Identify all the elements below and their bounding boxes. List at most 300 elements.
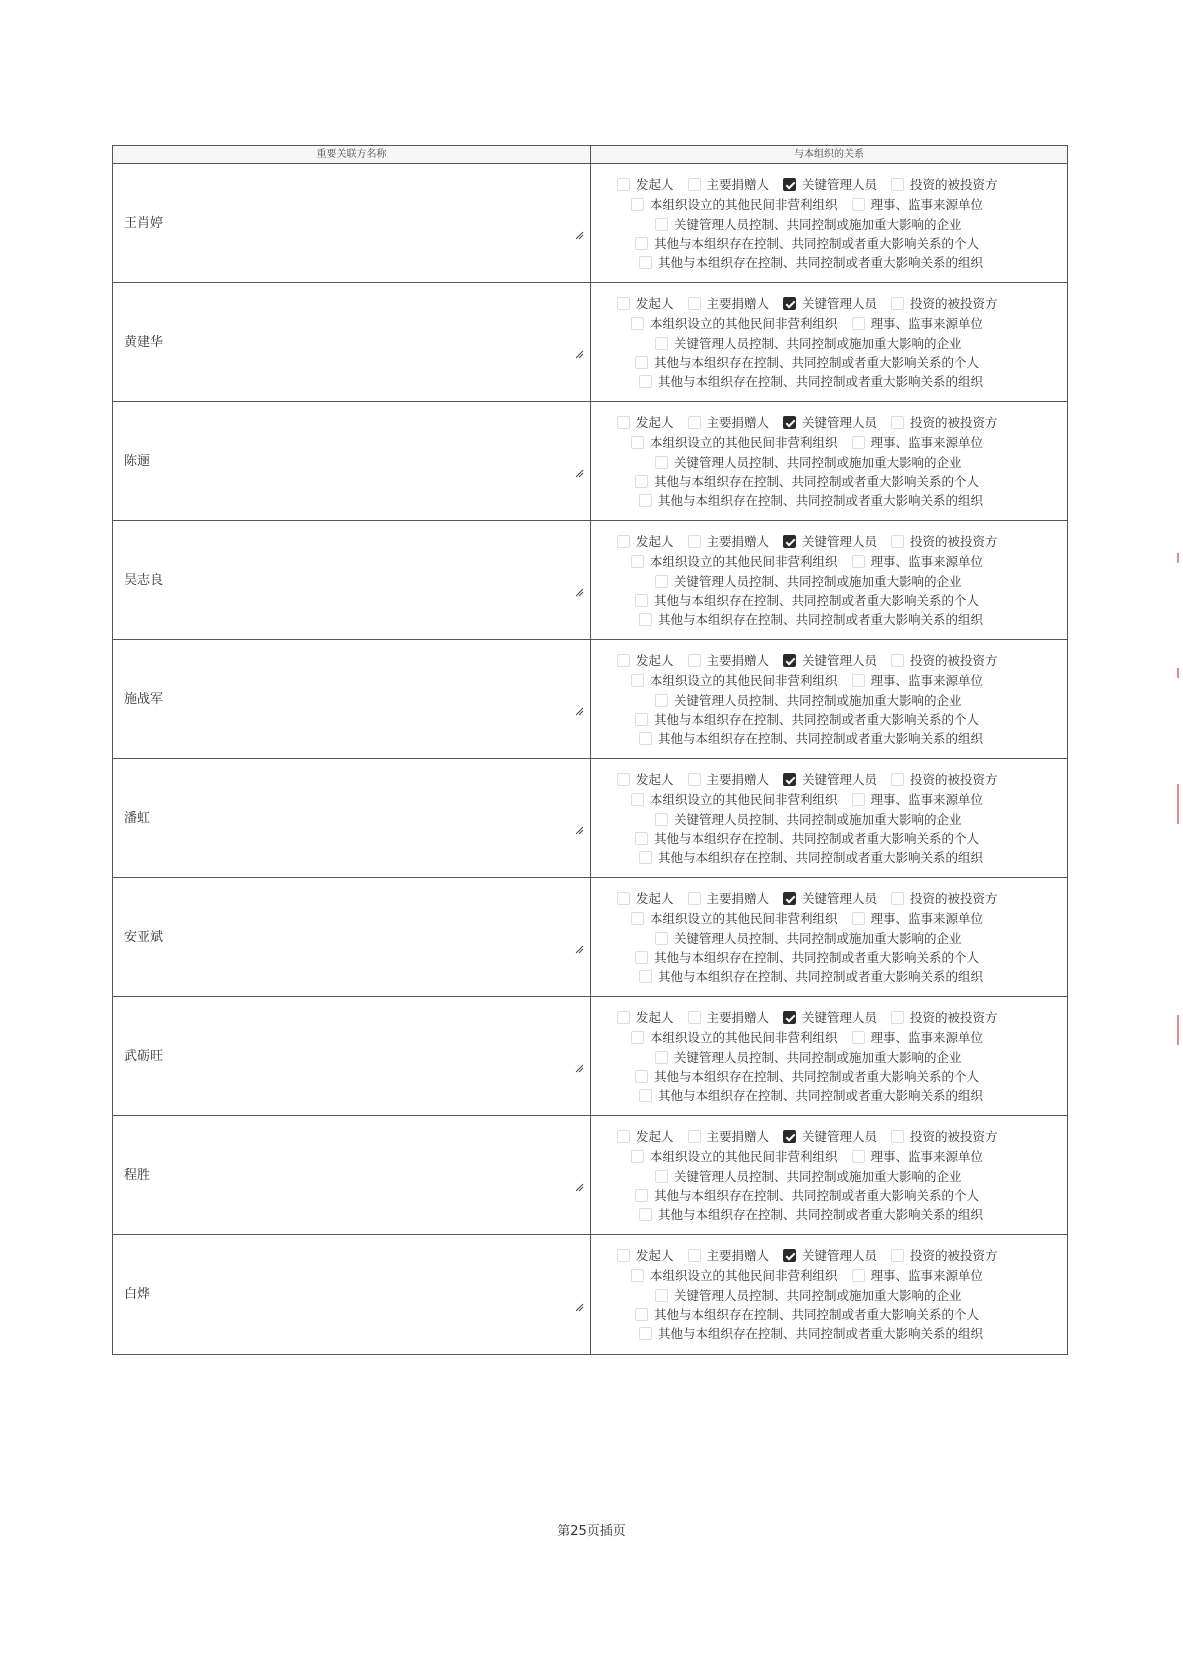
relation-option-founder[interactable] xyxy=(617,175,674,193)
relation-option-other-org[interactable] xyxy=(639,1086,983,1104)
checkbox-unchecked[interactable] xyxy=(655,337,668,350)
related-party-name: 程胜 xyxy=(124,1168,151,1183)
relation-option-label: 本组织设立的其他民间非营利组织 xyxy=(650,316,838,331)
relation-option-key-management[interactable] xyxy=(783,413,877,431)
relation-option-label: 关键管理人员控制、共同控制或施加重大影响的企业 xyxy=(674,693,962,708)
relation-option-major-donor[interactable] xyxy=(688,1008,770,1026)
relation-option-other-org[interactable] xyxy=(639,253,983,271)
relation-options-line xyxy=(635,353,993,371)
checkbox-unchecked[interactable] xyxy=(639,1089,652,1102)
relation-option-label: 投资的被投资方 xyxy=(910,1010,998,1025)
relation-option-key-management[interactable] xyxy=(783,889,877,907)
checkbox-unchecked[interactable] xyxy=(891,654,904,667)
relation-option-label: 理事、监事来源单位 xyxy=(870,911,984,926)
checkbox-unchecked[interactable] xyxy=(617,535,630,548)
checkbox-unchecked[interactable] xyxy=(688,178,701,191)
checkbox-unchecked[interactable] xyxy=(631,317,644,330)
table-row xyxy=(113,997,1067,1116)
relation-option-label: 理事、监事来源单位 xyxy=(870,316,984,331)
relation-option-other-person[interactable] xyxy=(635,234,979,252)
relation-option-other-npo[interactable] xyxy=(631,314,838,332)
relation-option-key-management[interactable] xyxy=(783,651,877,669)
relation-option-other-org[interactable] xyxy=(639,1205,983,1223)
relation-option-label: 投资的被投资方 xyxy=(910,534,998,549)
checkbox-unchecked[interactable] xyxy=(635,594,648,607)
relation-options-line xyxy=(655,215,976,233)
checkbox-unchecked[interactable] xyxy=(655,1051,668,1064)
related-party-name-cell[interactable] xyxy=(113,1116,591,1234)
related-party-name-cell[interactable] xyxy=(113,759,591,877)
relation-option-label: 其他与本组织存在控制、共同控制或者重大影响关系的个人 xyxy=(654,1069,980,1084)
relation-option-director-source[interactable] xyxy=(852,909,984,927)
checkbox-unchecked[interactable] xyxy=(688,297,701,310)
relation-option-controlled-enterprise[interactable] xyxy=(655,334,962,352)
relation-option-founder[interactable] xyxy=(617,294,674,312)
relation-option-label: 主要捐赠人 xyxy=(706,653,770,668)
checkbox-unchecked[interactable] xyxy=(639,970,652,983)
resize-handle-icon[interactable] xyxy=(575,945,584,954)
relation-option-label: 关键管理人员控制、共同控制或施加重大影响的企业 xyxy=(674,574,962,589)
relation-option-invested-party[interactable] xyxy=(891,770,998,788)
relation-option-label: 关键管理人员 xyxy=(802,772,878,787)
relation-option-other-person[interactable] xyxy=(635,829,979,847)
relation-options-line xyxy=(639,848,997,866)
relation-option-major-donor[interactable] xyxy=(688,1127,770,1145)
relation-option-founder[interactable] xyxy=(617,1008,674,1026)
checkbox-unchecked[interactable] xyxy=(617,892,630,905)
checkbox-unchecked[interactable] xyxy=(891,1011,904,1024)
table-row xyxy=(113,283,1067,402)
resize-handle-icon[interactable] xyxy=(575,707,584,716)
relation-option-label: 其他与本组织存在控制、共同控制或者重大影响关系的组织 xyxy=(658,1326,984,1341)
relation-options-line xyxy=(655,929,976,947)
table-row xyxy=(113,164,1067,283)
relation-option-label: 关键管理人员 xyxy=(802,891,878,906)
checkbox-checked[interactable] xyxy=(783,654,796,667)
relation-option-other-npo[interactable] xyxy=(631,671,838,689)
scan-edge-mark xyxy=(1177,668,1179,678)
relation-option-label: 本组织设立的其他民间非营利组织 xyxy=(650,197,838,212)
relationship-cell xyxy=(591,1116,1067,1234)
relation-option-other-npo[interactable] xyxy=(631,1147,838,1165)
relation-options-line xyxy=(639,729,997,747)
checkbox-unchecked[interactable] xyxy=(688,892,701,905)
resize-handle-icon[interactable] xyxy=(575,826,584,835)
checkbox-unchecked[interactable] xyxy=(852,793,865,806)
relation-option-other-org[interactable] xyxy=(639,372,983,390)
checkbox-unchecked[interactable] xyxy=(639,1208,652,1221)
checkbox-unchecked[interactable] xyxy=(852,555,865,568)
relation-option-invested-party[interactable] xyxy=(891,889,998,907)
relation-option-other-npo[interactable] xyxy=(631,195,838,213)
checkbox-checked[interactable] xyxy=(783,297,796,310)
relation-option-label: 其他与本组织存在控制、共同控制或者重大影响关系的个人 xyxy=(654,474,980,489)
relation-option-controlled-enterprise[interactable] xyxy=(655,1048,962,1066)
checkbox-unchecked[interactable] xyxy=(688,535,701,548)
related-party-name-cell[interactable] xyxy=(113,283,591,401)
relation-option-label: 本组织设立的其他民间非营利组织 xyxy=(650,673,838,688)
relation-option-label: 本组织设立的其他民间非营利组织 xyxy=(650,554,838,569)
relation-option-label: 其他与本组织存在控制、共同控制或者重大影响关系的个人 xyxy=(654,1188,980,1203)
header-related-party-name: 重要关联方名称 xyxy=(113,146,591,163)
checkbox-unchecked[interactable] xyxy=(617,1249,630,1262)
relation-options-line xyxy=(635,710,993,728)
related-party-name: 黄建华 xyxy=(124,335,164,350)
relation-options-line xyxy=(655,810,976,828)
relation-option-label: 其他与本组织存在控制、共同控制或者重大影响关系的组织 xyxy=(658,255,984,270)
relation-option-other-npo[interactable] xyxy=(631,552,838,570)
relation-option-invested-party[interactable] xyxy=(891,651,998,669)
checkbox-checked[interactable] xyxy=(783,178,796,191)
relation-option-director-source[interactable] xyxy=(852,790,984,808)
relation-option-label: 理事、监事来源单位 xyxy=(870,554,984,569)
related-party-name-cell[interactable] xyxy=(113,640,591,758)
relation-option-label: 发起人 xyxy=(636,296,674,311)
checkbox-unchecked[interactable] xyxy=(631,436,644,449)
relation-option-founder[interactable] xyxy=(617,1127,674,1145)
relation-options-line xyxy=(635,1067,993,1085)
relation-option-key-management[interactable] xyxy=(783,770,877,788)
relation-option-major-donor[interactable] xyxy=(688,651,770,669)
relation-option-other-person[interactable] xyxy=(635,472,979,490)
relation-option-label: 主要捐赠人 xyxy=(706,534,770,549)
relation-options-line xyxy=(635,948,993,966)
checkbox-unchecked[interactable] xyxy=(631,1150,644,1163)
checkbox-checked[interactable] xyxy=(783,1130,796,1143)
relation-option-label: 本组织设立的其他民间非营利组织 xyxy=(650,1030,838,1045)
relation-options-line xyxy=(617,889,1012,907)
relation-options-line xyxy=(617,770,1012,788)
checkbox-checked[interactable] xyxy=(783,892,796,905)
relation-option-label: 关键管理人员 xyxy=(802,653,878,668)
checkbox-unchecked[interactable] xyxy=(639,732,652,745)
relation-option-label: 本组织设立的其他民间非营利组织 xyxy=(650,435,838,450)
page-footer: 第25页插页 xyxy=(557,1524,626,1539)
related-party-name-cell[interactable] xyxy=(113,164,591,282)
checkbox-unchecked[interactable] xyxy=(631,793,644,806)
checkbox-unchecked[interactable] xyxy=(688,654,701,667)
checkbox-unchecked[interactable] xyxy=(655,694,668,707)
relation-option-other-org[interactable] xyxy=(639,967,983,985)
checkbox-checked[interactable] xyxy=(783,416,796,429)
relation-option-label: 关键管理人员控制、共同控制或施加重大影响的企业 xyxy=(674,1288,962,1303)
checkbox-unchecked[interactable] xyxy=(635,832,648,845)
relation-options-line xyxy=(635,234,993,252)
relation-option-label: 理事、监事来源单位 xyxy=(870,435,984,450)
relation-options-line xyxy=(639,491,997,509)
relation-option-controlled-enterprise[interactable] xyxy=(655,453,962,471)
relation-options-line xyxy=(639,1086,997,1104)
resize-handle-icon[interactable] xyxy=(575,469,584,478)
relation-options-line xyxy=(639,253,997,271)
relation-option-controlled-enterprise[interactable] xyxy=(655,572,962,590)
relation-option-other-person[interactable] xyxy=(635,1186,979,1204)
relation-options-line xyxy=(635,472,993,490)
checkbox-unchecked[interactable] xyxy=(688,773,701,786)
relation-option-key-management[interactable] xyxy=(783,175,877,193)
relation-option-controlled-enterprise[interactable] xyxy=(655,691,962,709)
related-party-name-cell[interactable] xyxy=(113,1235,591,1354)
relation-option-key-management[interactable] xyxy=(783,294,877,312)
relation-option-founder[interactable] xyxy=(617,413,674,431)
checkbox-checked[interactable] xyxy=(783,1011,796,1024)
relation-option-director-source[interactable] xyxy=(852,671,984,689)
relation-option-founder[interactable] xyxy=(617,770,674,788)
relation-option-invested-party[interactable] xyxy=(891,413,998,431)
relation-option-invested-party[interactable] xyxy=(891,1246,998,1264)
relation-option-other-npo[interactable] xyxy=(631,790,838,808)
related-party-name-cell[interactable] xyxy=(113,997,591,1115)
relation-option-director-source[interactable] xyxy=(852,552,984,570)
relation-option-label: 其他与本组织存在控制、共同控制或者重大影响关系的个人 xyxy=(654,950,980,965)
checkbox-unchecked[interactable] xyxy=(891,1130,904,1143)
checkbox-unchecked[interactable] xyxy=(635,1308,648,1321)
relation-option-director-source[interactable] xyxy=(852,433,984,451)
relation-option-key-management[interactable] xyxy=(783,1246,877,1264)
checkbox-unchecked[interactable] xyxy=(617,1011,630,1024)
relation-options-line xyxy=(631,909,997,927)
relation-options-line xyxy=(639,372,997,390)
relation-option-invested-party[interactable] xyxy=(891,1008,998,1026)
relation-option-label: 其他与本组织存在控制、共同控制或者重大影响关系的组织 xyxy=(658,612,984,627)
checkbox-unchecked[interactable] xyxy=(891,1249,904,1262)
relation-option-key-management[interactable] xyxy=(783,532,877,550)
checkbox-unchecked[interactable] xyxy=(688,1011,701,1024)
relation-option-label: 投资的被投资方 xyxy=(910,296,998,311)
resize-handle-icon[interactable] xyxy=(575,350,584,359)
relation-option-controlled-enterprise[interactable] xyxy=(655,1167,962,1185)
relation-option-controlled-enterprise[interactable] xyxy=(655,1286,962,1304)
relation-option-label: 关键管理人员 xyxy=(802,296,878,311)
checkbox-unchecked[interactable] xyxy=(639,613,652,626)
checkbox-unchecked[interactable] xyxy=(655,1170,668,1183)
relation-option-director-source[interactable] xyxy=(852,195,984,213)
checkbox-unchecked[interactable] xyxy=(688,1249,701,1262)
related-party-name-cell[interactable] xyxy=(113,521,591,639)
resize-handle-icon[interactable] xyxy=(575,231,584,240)
relation-option-other-org[interactable] xyxy=(639,1324,983,1342)
checkbox-unchecked[interactable] xyxy=(655,575,668,588)
checkbox-unchecked[interactable] xyxy=(891,773,904,786)
checkbox-unchecked[interactable] xyxy=(852,1031,865,1044)
relation-options-line xyxy=(631,552,997,570)
checkbox-unchecked[interactable] xyxy=(631,1031,644,1044)
checkbox-unchecked[interactable] xyxy=(655,218,668,231)
relation-option-other-org[interactable] xyxy=(639,610,983,628)
relation-option-other-npo[interactable] xyxy=(631,1266,838,1284)
relation-option-controlled-enterprise[interactable] xyxy=(655,929,962,947)
relation-option-invested-party[interactable] xyxy=(891,1127,998,1145)
relation-option-label: 关键管理人员控制、共同控制或施加重大影响的企业 xyxy=(674,455,962,470)
relation-option-label: 其他与本组织存在控制、共同控制或者重大影响关系的个人 xyxy=(654,355,980,370)
resize-handle-icon[interactable] xyxy=(575,1064,584,1073)
relation-options-line xyxy=(635,1186,993,1204)
scan-edge-mark xyxy=(1177,553,1179,563)
relation-option-major-donor[interactable] xyxy=(688,1246,770,1264)
relation-option-label: 关键管理人员控制、共同控制或施加重大影响的企业 xyxy=(674,812,962,827)
relationship-cell xyxy=(591,997,1067,1115)
relation-option-other-person[interactable] xyxy=(635,1305,979,1323)
relation-options-line xyxy=(631,314,997,332)
resize-handle-icon[interactable] xyxy=(575,588,584,597)
relation-option-major-donor[interactable] xyxy=(688,413,770,431)
relation-option-label: 本组织设立的其他民间非营利组织 xyxy=(650,1149,838,1164)
relation-option-other-org[interactable] xyxy=(639,729,983,747)
checkbox-unchecked[interactable] xyxy=(852,912,865,925)
relation-option-other-org[interactable] xyxy=(639,491,983,509)
checkbox-unchecked[interactable] xyxy=(635,1070,648,1083)
relation-option-other-person[interactable] xyxy=(635,353,979,371)
relation-option-controlled-enterprise[interactable] xyxy=(655,215,962,233)
relation-option-label: 发起人 xyxy=(636,653,674,668)
checkbox-unchecked[interactable] xyxy=(635,1189,648,1202)
relation-option-label: 主要捐赠人 xyxy=(706,891,770,906)
relation-option-label: 主要捐赠人 xyxy=(706,1248,770,1263)
checkbox-unchecked[interactable] xyxy=(688,1130,701,1143)
scan-edge-mark xyxy=(1177,784,1179,824)
relation-option-founder[interactable] xyxy=(617,651,674,669)
relation-option-controlled-enterprise[interactable] xyxy=(655,810,962,828)
relation-options-line xyxy=(631,433,997,451)
resize-handle-icon[interactable] xyxy=(575,1183,584,1192)
checkbox-unchecked[interactable] xyxy=(631,1269,644,1282)
table-body xyxy=(113,164,1067,1354)
related-party-name: 武砺旺 xyxy=(124,1049,164,1064)
relation-option-label: 其他与本组织存在控制、共同控制或者重大影响关系的组织 xyxy=(658,850,984,865)
checkbox-unchecked[interactable] xyxy=(617,773,630,786)
checkbox-unchecked[interactable] xyxy=(655,932,668,945)
checkbox-unchecked[interactable] xyxy=(639,851,652,864)
checkbox-checked[interactable] xyxy=(783,535,796,548)
checkbox-unchecked[interactable] xyxy=(635,237,648,250)
related-parties-table xyxy=(112,145,1068,1355)
checkbox-unchecked[interactable] xyxy=(852,1150,865,1163)
relation-option-director-source[interactable] xyxy=(852,1028,984,1046)
relation-option-other-person[interactable] xyxy=(635,591,979,609)
checkbox-unchecked[interactable] xyxy=(639,1327,652,1340)
relation-option-director-source[interactable] xyxy=(852,1266,984,1284)
relation-option-invested-party[interactable] xyxy=(891,532,998,550)
checkbox-unchecked[interactable] xyxy=(852,1269,865,1282)
checkbox-unchecked[interactable] xyxy=(617,416,630,429)
checkbox-unchecked[interactable] xyxy=(617,654,630,667)
relation-option-key-management[interactable] xyxy=(783,1008,877,1026)
relation-option-label: 本组织设立的其他民间非营利组织 xyxy=(650,1268,838,1283)
relation-option-label: 关键管理人员控制、共同控制或施加重大影响的企业 xyxy=(674,336,962,351)
relation-option-invested-party[interactable] xyxy=(891,175,998,193)
checkbox-checked[interactable] xyxy=(783,773,796,786)
relation-options-line xyxy=(655,1167,976,1185)
checkbox-unchecked[interactable] xyxy=(891,178,904,191)
relation-options-line xyxy=(617,413,1012,431)
checkbox-unchecked[interactable] xyxy=(631,674,644,687)
checkbox-unchecked[interactable] xyxy=(891,535,904,548)
relation-option-founder[interactable] xyxy=(617,889,674,907)
relation-options-line xyxy=(655,334,976,352)
relation-option-label: 本组织设立的其他民间非营利组织 xyxy=(650,792,838,807)
table-header-row xyxy=(113,146,1067,164)
checkbox-unchecked[interactable] xyxy=(639,256,652,269)
relation-option-major-donor[interactable] xyxy=(688,175,770,193)
checkbox-unchecked[interactable] xyxy=(617,178,630,191)
relation-option-other-person[interactable] xyxy=(635,1067,979,1085)
relation-option-label: 关键管理人员 xyxy=(802,1248,878,1263)
relation-option-other-org[interactable] xyxy=(639,848,983,866)
checkbox-unchecked[interactable] xyxy=(617,297,630,310)
relation-option-other-person[interactable] xyxy=(635,948,979,966)
relation-option-label: 其他与本组织存在控制、共同控制或者重大影响关系的组织 xyxy=(658,374,984,389)
related-party-name: 安亚斌 xyxy=(124,930,164,945)
relation-option-label: 投资的被投资方 xyxy=(910,891,998,906)
resize-handle-icon[interactable] xyxy=(575,1303,584,1312)
relation-option-major-donor[interactable] xyxy=(688,770,770,788)
checkbox-unchecked[interactable] xyxy=(631,198,644,211)
relation-option-label: 发起人 xyxy=(636,1129,674,1144)
related-party-name-cell[interactable] xyxy=(113,402,591,520)
checkbox-unchecked[interactable] xyxy=(639,494,652,507)
relation-option-key-management[interactable] xyxy=(783,1127,877,1145)
relation-option-founder[interactable] xyxy=(617,532,674,550)
checkbox-unchecked[interactable] xyxy=(631,555,644,568)
relation-option-major-donor[interactable] xyxy=(688,532,770,550)
checkbox-unchecked[interactable] xyxy=(852,198,865,211)
relation-option-other-person[interactable] xyxy=(635,710,979,728)
checkbox-checked[interactable] xyxy=(783,1249,796,1262)
relation-options-line xyxy=(639,1205,997,1223)
checkbox-unchecked[interactable] xyxy=(635,713,648,726)
relation-option-label: 投资的被投资方 xyxy=(910,772,998,787)
relation-option-label: 关键管理人员控制、共同控制或施加重大影响的企业 xyxy=(674,217,962,232)
table-row xyxy=(113,759,1067,878)
checkbox-unchecked[interactable] xyxy=(852,317,865,330)
relation-option-label: 其他与本组织存在控制、共同控制或者重大影响关系的个人 xyxy=(654,831,980,846)
relation-option-founder[interactable] xyxy=(617,1246,674,1264)
checkbox-unchecked[interactable] xyxy=(891,892,904,905)
checkbox-unchecked[interactable] xyxy=(655,456,668,469)
checkbox-unchecked[interactable] xyxy=(635,475,648,488)
relation-options-line xyxy=(631,1028,997,1046)
relation-option-label: 其他与本组织存在控制、共同控制或者重大影响关系的组织 xyxy=(658,493,984,508)
checkbox-unchecked[interactable] xyxy=(891,297,904,310)
relation-option-invested-party[interactable] xyxy=(891,294,998,312)
checkbox-unchecked[interactable] xyxy=(639,375,652,388)
relation-option-director-source[interactable] xyxy=(852,1147,984,1165)
table-row xyxy=(113,402,1067,521)
relation-option-label: 发起人 xyxy=(636,891,674,906)
checkbox-unchecked[interactable] xyxy=(852,436,865,449)
relation-option-label: 关键管理人员 xyxy=(802,534,878,549)
checkbox-unchecked[interactable] xyxy=(635,951,648,964)
relation-option-other-npo[interactable] xyxy=(631,433,838,451)
checkbox-unchecked[interactable] xyxy=(635,356,648,369)
relation-option-label: 主要捐赠人 xyxy=(706,1010,770,1025)
checkbox-unchecked[interactable] xyxy=(655,1289,668,1302)
related-party-name-cell[interactable] xyxy=(113,878,591,996)
relation-option-director-source[interactable] xyxy=(852,314,984,332)
checkbox-unchecked[interactable] xyxy=(852,674,865,687)
relation-options-line xyxy=(655,453,976,471)
relation-option-other-npo[interactable] xyxy=(631,1028,838,1046)
relation-option-other-npo[interactable] xyxy=(631,909,838,927)
checkbox-unchecked[interactable] xyxy=(655,813,668,826)
checkbox-unchecked[interactable] xyxy=(688,416,701,429)
relation-options-line xyxy=(631,1147,997,1165)
checkbox-unchecked[interactable] xyxy=(617,1130,630,1143)
checkbox-unchecked[interactable] xyxy=(891,416,904,429)
relation-option-major-donor[interactable] xyxy=(688,294,770,312)
checkbox-unchecked[interactable] xyxy=(631,912,644,925)
relation-option-major-donor[interactable] xyxy=(688,889,770,907)
